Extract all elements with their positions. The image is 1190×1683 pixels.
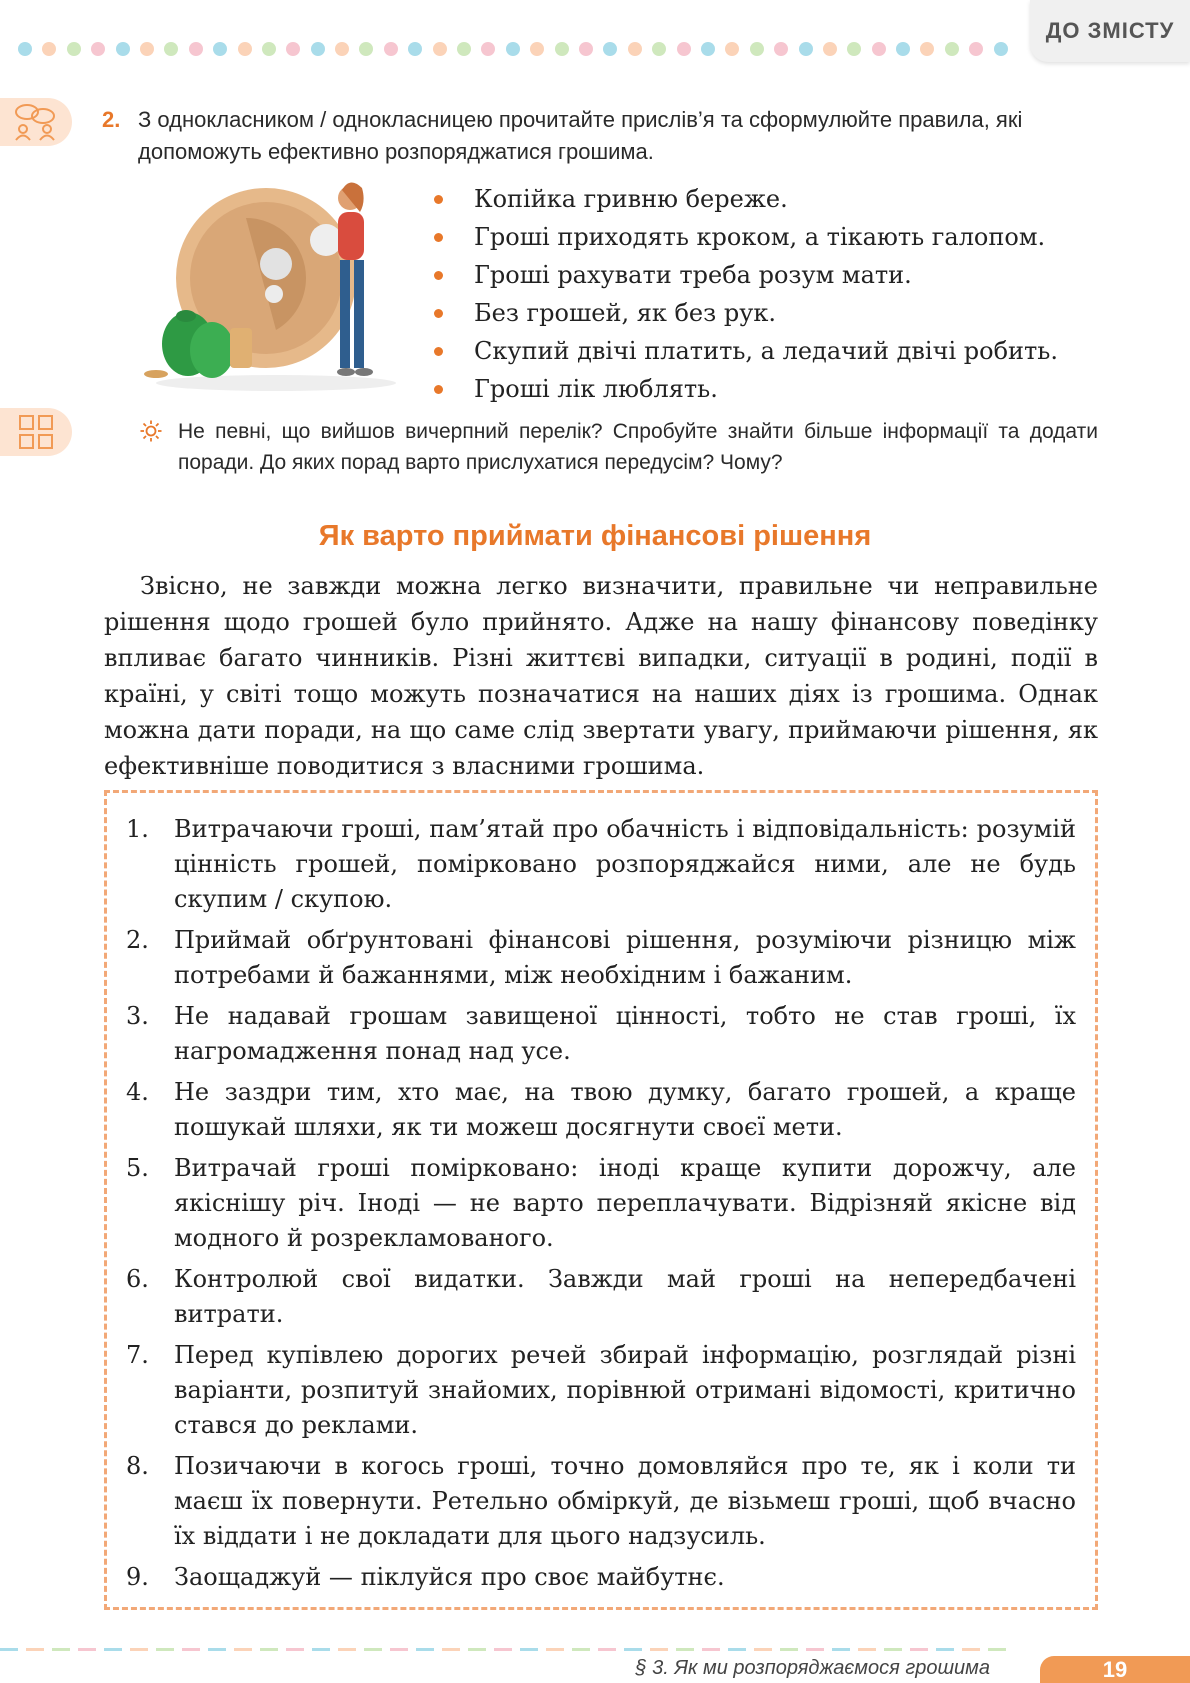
task-text: З однокласником / однокласницею прочитайте прислів’я та сформулюйте правила, які допоможуть ефективно розпоряджатися грошима. — [138, 107, 1023, 164]
decorative-dot — [481, 42, 495, 56]
decorative-dot — [994, 42, 1008, 56]
decorative-dot — [896, 42, 910, 56]
rule-item: 5. Витрачай гроші помірковано: іноді краще купити дорожчу, але якіснішу річ. Іноді — не варто переплачувати. Відрізняй якісне від модного й розрекламованого. — [126, 1154, 1076, 1252]
decorative-dot — [701, 42, 715, 56]
decorative-dot — [750, 42, 764, 56]
bullet-dot-icon — [434, 233, 443, 242]
decorative-dot — [408, 42, 422, 56]
decorative-dot — [823, 42, 837, 56]
decorative-dot — [677, 42, 691, 56]
decorative-dash — [494, 1648, 512, 1651]
decorative-dot — [164, 42, 178, 56]
decorative-dot — [67, 42, 81, 56]
toc-label: ДО ЗМІСТУ — [1045, 18, 1175, 43]
decorative-dot — [945, 42, 959, 56]
rule-item: 7. Перед купівлею дорогих речей збирай інформацію, розглядай різні варіанти, розпитуй знайомих, порівнюй отримані відомості, критично стався до реклами. — [126, 1341, 1076, 1439]
decorative-dot — [628, 42, 642, 56]
decorative-dash — [572, 1648, 590, 1651]
decorative-dash — [390, 1648, 408, 1651]
bullet-dot-icon — [434, 271, 443, 280]
decorative-dot — [799, 42, 813, 56]
bullet-dot-icon — [434, 347, 443, 356]
decorative-dash — [104, 1648, 122, 1651]
page-number-label: 19 — [1102, 1656, 1128, 1682]
chapter-title: § 3. Як ми розпоряджаємося грошима — [635, 1657, 990, 1679]
decorative-dash — [910, 1648, 928, 1651]
decorative-dash — [598, 1648, 616, 1651]
decorative-dot — [286, 42, 300, 56]
decorative-dash — [624, 1648, 642, 1651]
intro-paragraph: Звісно, не завжди можна легко визначити, правильне чи неправильне рішення щодо грошей було прийнято. Адже на нашу фінансову поведінку впливає багато чинників. Різні життєві випадки, ситуації в родині, події в країні, у світі тощо можуть позначатися на наших діях із грошима. Однак можна дати поради, на що саме слід звертати увагу, приймаючи рішення, як ефективніше поводитися з власними грошима. — [104, 572, 1098, 780]
group-grid-icon — [0, 408, 72, 456]
proverb-item: Скупий двічі платить, а ледачий двічі робить. — [432, 332, 1058, 370]
decorative-dash — [884, 1648, 902, 1651]
task-number: 2. — [102, 107, 121, 132]
decorative-dot — [603, 42, 617, 56]
decorative-dot — [42, 42, 56, 56]
decorative-dot — [262, 42, 276, 56]
decorative-dot — [920, 42, 934, 56]
decorative-dot — [555, 42, 569, 56]
decorative-dot — [652, 42, 666, 56]
decorative-dash — [130, 1648, 148, 1651]
decorative-dash — [338, 1648, 356, 1651]
section-heading: Як варто приймати фінансові рішення — [318, 520, 872, 552]
decorative-dot — [91, 42, 105, 56]
proverb-item: Гроші лік люблять. — [432, 370, 1058, 408]
decorative-dot — [238, 42, 252, 56]
rule-item: 6. Контролюй свої видатки. Завжди май гроші на непередбачені витрати. — [126, 1265, 1076, 1328]
decorative-dash — [468, 1648, 486, 1651]
decorative-dot — [116, 42, 130, 56]
page-number — [1040, 1656, 1190, 1683]
decorative-dash — [832, 1648, 850, 1651]
decorative-dash — [26, 1648, 44, 1651]
decorative-dot — [359, 42, 373, 56]
decorative-dash — [962, 1648, 980, 1651]
proverbs-list — [432, 180, 1058, 408]
decorative-dash — [182, 1648, 200, 1651]
decorative-dash — [312, 1648, 330, 1651]
decorative-dot — [774, 42, 788, 56]
bottom-dashed-band — [0, 1648, 1190, 1652]
decorative-dash — [52, 1648, 70, 1651]
decorative-dash — [806, 1648, 824, 1651]
decorative-dash — [78, 1648, 96, 1651]
rule-item: 3. Не надавай грошам завищеної цінності, тобто не став гроші, їх нагромадження понад над усе. — [126, 1002, 1076, 1065]
rules-list — [126, 812, 1076, 1601]
bullet-dot-icon — [434, 309, 443, 318]
decorative-dot — [18, 42, 32, 56]
decorative-dot — [457, 42, 471, 56]
decorative-dot — [189, 42, 203, 56]
decorative-dot — [213, 42, 227, 56]
rule-item: 1. Витрачаючи гроші, пам’ятай про обачність і відповідальність: розумій цінність грошей, помірковано розпоряджайся ними, але не будь скупим / скупою. — [126, 815, 1076, 913]
proverb-item: Копійка гривню береже. — [432, 180, 1058, 218]
decorative-dot — [335, 42, 349, 56]
rule-item: 9. Заощаджуй — піклуйся про своє майбутнє. — [126, 1563, 725, 1591]
decorative-dash — [208, 1648, 226, 1651]
decorative-dash — [988, 1648, 1006, 1651]
decorative-dash — [676, 1648, 694, 1651]
decorative-dot — [969, 42, 983, 56]
decorative-dash — [650, 1648, 668, 1651]
decorative-dash — [442, 1648, 460, 1651]
rule-item: 8. Позичаючи в когось гроші, точно домовляйся про те, як і коли ти маєш їх повернути. Ретельно обміркуй, де візьмеш гроші, щоб вчасно їх віддати і не докладати для цього надзусиль. — [126, 1452, 1076, 1550]
table-of-contents-link[interactable] — [1030, 0, 1190, 62]
hint-text: Не певні, що вийшов вичерпний перелік? Спробуйте знайти більше інформації та додати поради. До яких порад варто прислухатися передусім? Чому? — [178, 420, 1098, 474]
decorative-dot — [140, 42, 154, 56]
rule-item: 4. Не заздри тим, хто має, на твою думку, багато грошей, а краще пошукай шляхи, як ти можеш досягнути своєї мети. — [126, 1078, 1076, 1141]
coin-safe-illustration — [126, 178, 406, 398]
bullet-dot-icon — [434, 195, 443, 204]
decorative-dot — [384, 42, 398, 56]
decorative-dash — [156, 1648, 174, 1651]
decorative-dot — [311, 42, 325, 56]
decorative-dash — [754, 1648, 772, 1651]
decorative-dot — [872, 42, 886, 56]
decorative-dot — [506, 42, 520, 56]
decorative-dash — [520, 1648, 538, 1651]
decorative-dash — [780, 1648, 798, 1651]
decorative-dot — [579, 42, 593, 56]
decorative-dash — [416, 1648, 434, 1651]
top-dotted-band — [18, 40, 1028, 58]
decorative-dot — [433, 42, 447, 56]
decorative-dot — [847, 42, 861, 56]
proverb-item: Гроші приходять кроком, а тікають галопом. — [432, 218, 1058, 256]
decorative-dash — [234, 1648, 252, 1651]
decorative-dash — [0, 1648, 18, 1651]
decorative-dash — [728, 1648, 746, 1651]
proverb-item: Гроші рахувати треба розум мати. — [432, 256, 1058, 294]
decorative-dash — [858, 1648, 876, 1651]
decorative-dash — [936, 1648, 954, 1651]
decorative-dash — [260, 1648, 278, 1651]
bullet-dot-icon — [434, 385, 443, 394]
decorative-dash — [702, 1648, 720, 1651]
decorative-dash — [364, 1648, 382, 1651]
proverb-item: Без грошей, як без рук. — [432, 294, 1058, 332]
rule-item: 2. Приймай обґрунтовані фінансові рішення, розуміючи різницю між потребами й бажаннями, між необхідним і бажаним. — [126, 926, 1076, 989]
decorative-dash — [546, 1648, 564, 1651]
pair-work-icon — [0, 98, 72, 146]
decorative-dot — [725, 42, 739, 56]
sun-hint-icon — [140, 420, 162, 442]
decorative-dash — [286, 1648, 304, 1651]
decorative-dot — [530, 42, 544, 56]
